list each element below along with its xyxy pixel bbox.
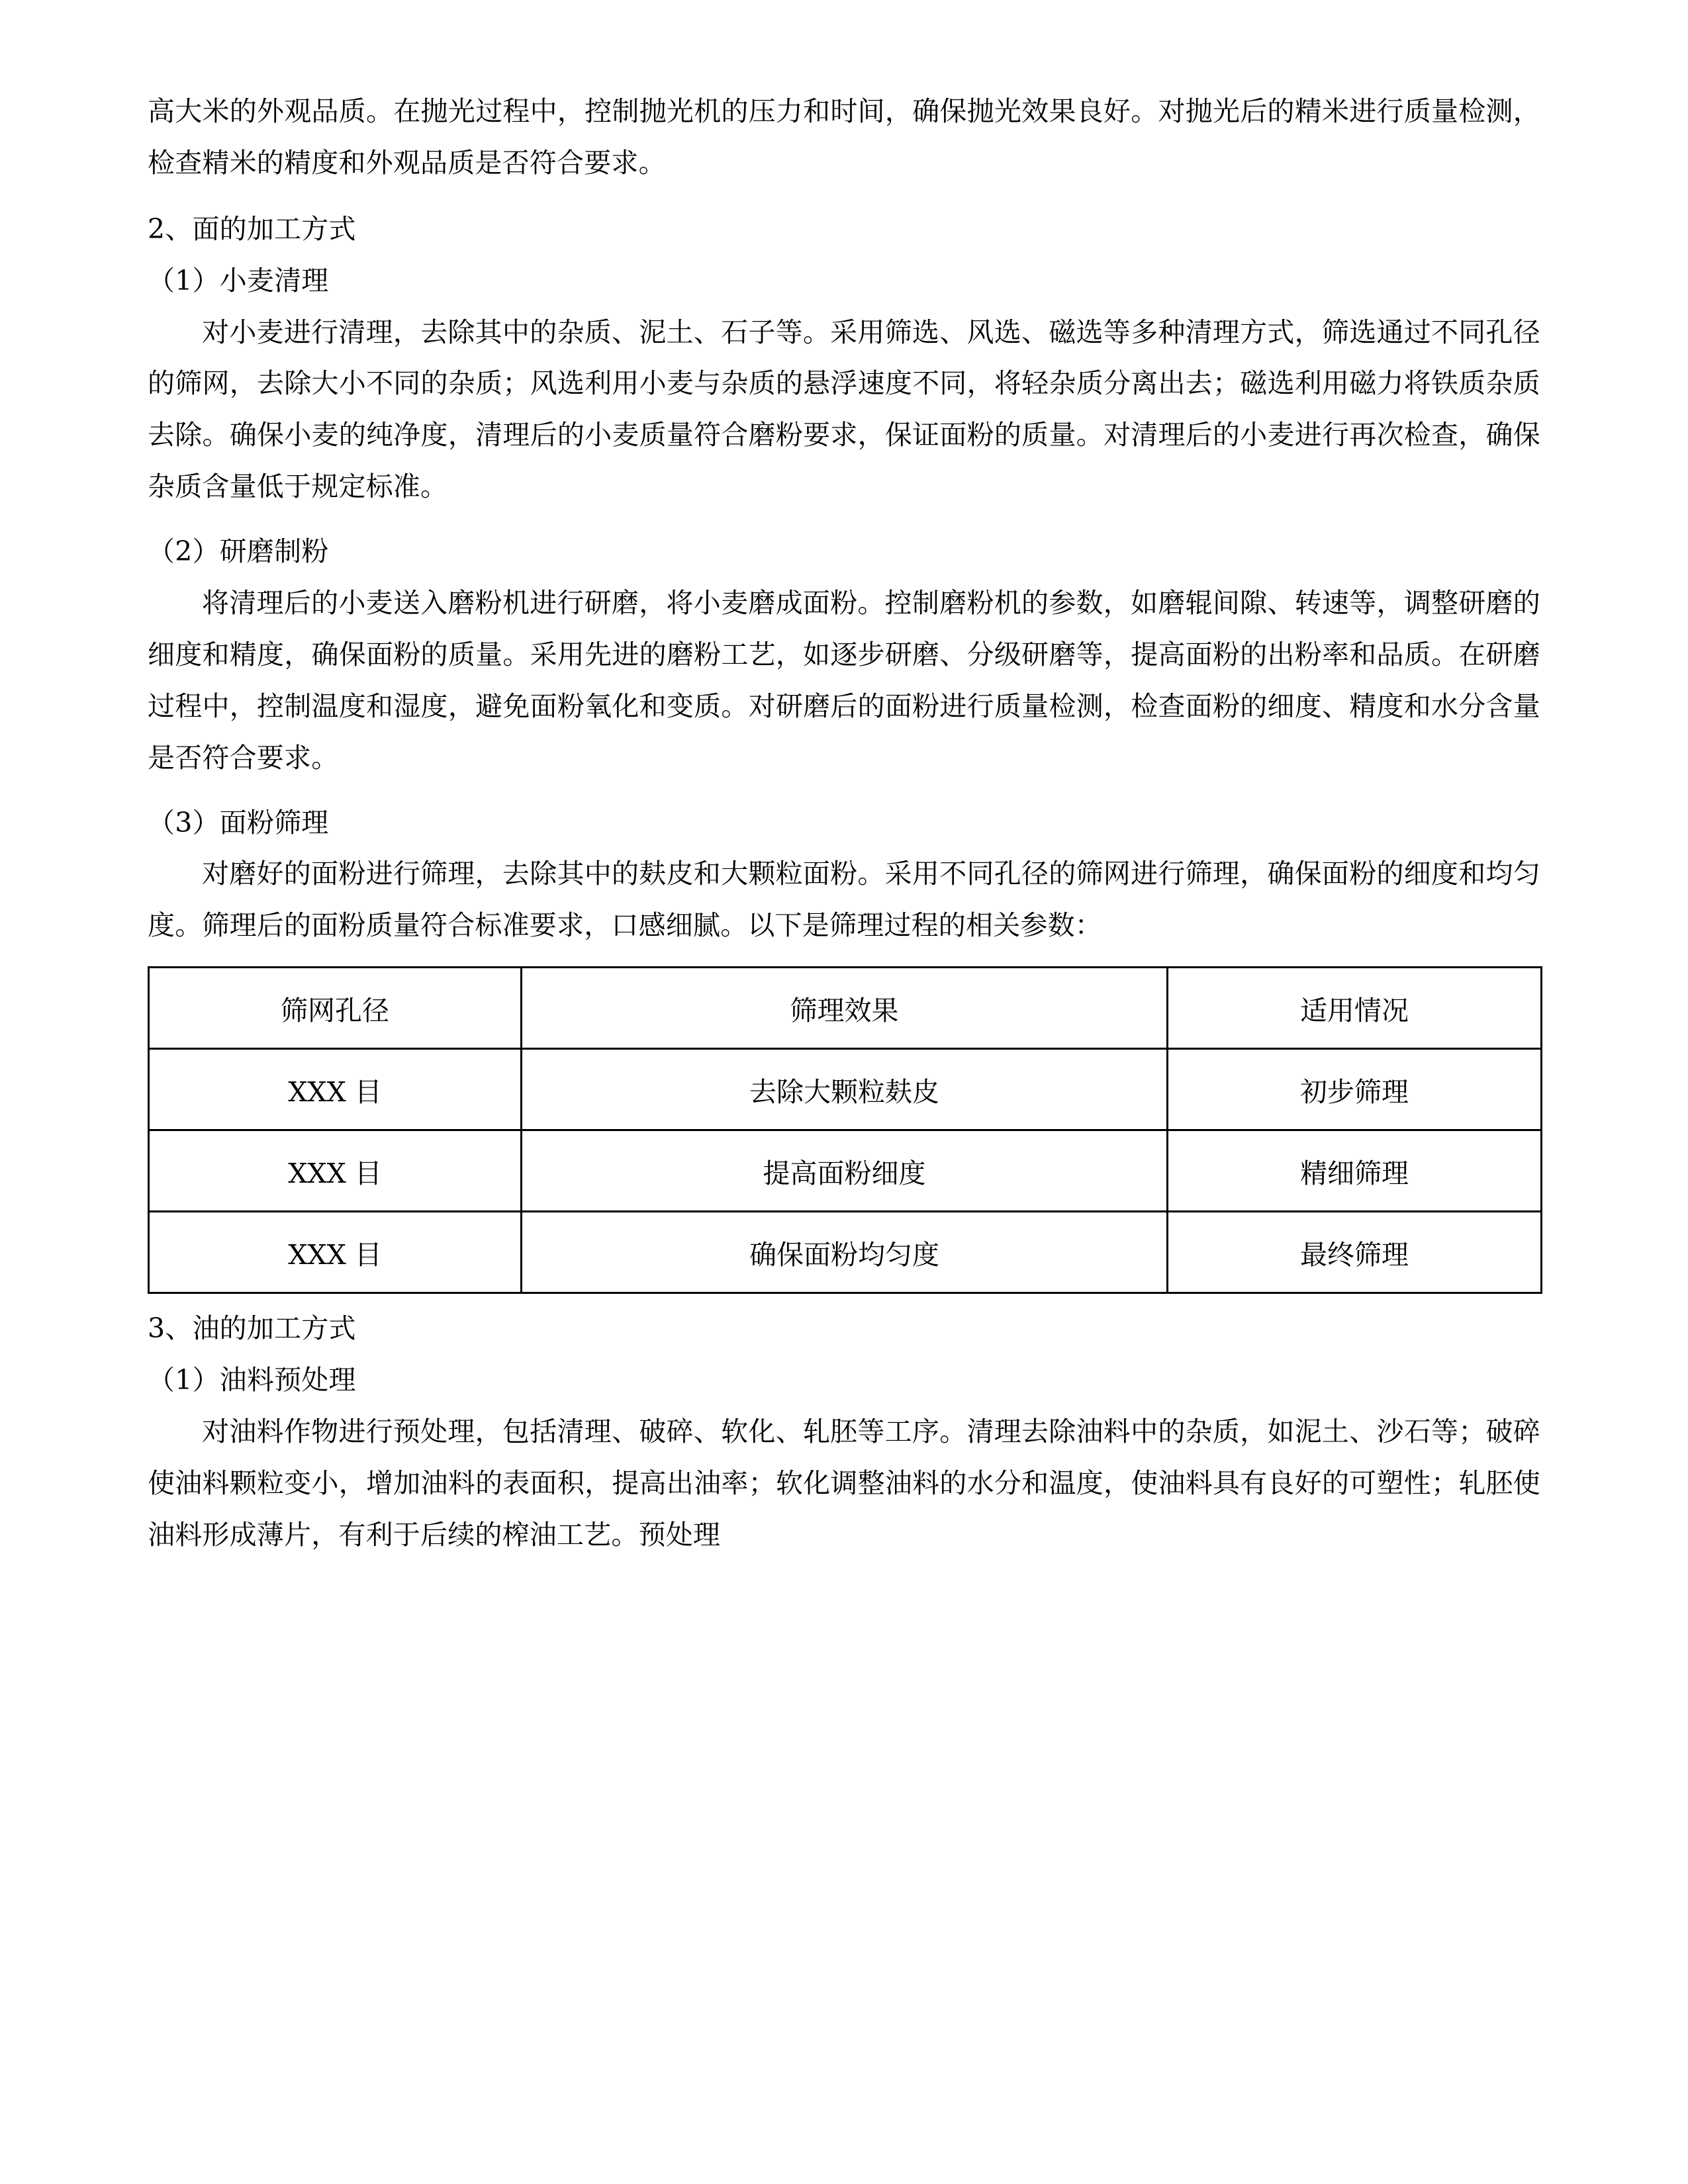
table-cell-sifting-effect: 去除大颗粒麸皮 (522, 1049, 1168, 1130)
table-row (149, 1212, 1542, 1293)
table-header-applicable-situation: 适用情况 (1168, 968, 1542, 1049)
table-row (149, 1049, 1542, 1130)
heading-grinding-milling: （2）研磨制粉 (148, 535, 329, 568)
heading-oil-pretreatment: （1）油料预处理 (148, 1364, 356, 1396)
heading-section-3: 3、油的加工方式 (148, 1312, 356, 1345)
table-cell-mesh-size: XXX 目 (149, 1212, 522, 1293)
spacer (148, 784, 1540, 797)
heading-flour-sifting: （3）面粉筛理 (148, 806, 329, 839)
paragraph-polishing-quality: 高大米的外观品质。在抛光过程中，控制抛光机的压力和时间，确保抛光效果良好。对抛光后的精米进行质量检测，检查精米的精度和外观品质是否符合要求。 (148, 95, 1540, 179)
table-header-mesh-size: 筛网孔径 (149, 968, 522, 1049)
paragraph-grinding-milling: 将清理后的小麦送入磨粉机进行研磨，将小麦磨成面粉。控制磨粉机的参数，如磨辊间隙、转速等，调整研磨的细度和精度，确保面粉的质量。采用先进的磨粉工艺，如逐步研磨、分级研磨等，提高面粉的出粉率和品质。在研磨过程中，控制温度和湿度，避免面粉氧化和变质。对研磨后的面粉进行质量检测，检查面粉的细度、精度和水分含量是否符合要求。 (148, 587, 1540, 774)
paragraph-wheat-cleaning: 对小麦进行清理，去除其中的杂质、泥土、石子等。采用筛选、风选、磁选等多种清理方式，筛选通过不同孔径的筛网，去除大小不同的杂质；风选利用小麦与杂质的悬浮速度不同，将轻杂质分离出去；磁选利用磁力将铁质杂质去除。确保小麦的纯净度，清理后的小麦质量符合磨粉要求，保证面粉的质量。对清理后的小麦进行再次检查，确保杂质含量低于规定标准。 (148, 316, 1540, 503)
heading-section-2: 2、面的加工方式 (148, 212, 356, 245)
table-header-sifting-effect: 筛理效果 (522, 968, 1168, 1049)
table-cell-applicable-situation: 精细筛理 (1168, 1130, 1542, 1212)
spacer (148, 513, 1540, 526)
paragraph-flour-sifting: 对磨好的面粉进行筛理，去除其中的麸皮和大颗粒面粉。采用不同孔径的筛网进行筛理，确保面粉的细度和均匀度。筛理后的面粉质量符合标准要求，口感细腻。以下是筛理过程的相关参数： (148, 858, 1540, 942)
table-row (149, 1130, 1542, 1212)
table-cell-mesh-size: XXX 目 (149, 1130, 522, 1212)
heading-wheat-cleaning: （1）小麦清理 (148, 264, 329, 296)
table-cell-applicable-situation: 初步筛理 (1168, 1049, 1542, 1130)
sifting-parameters-table (148, 966, 1542, 1294)
table-cell-sifting-effect: 确保面粉均匀度 (522, 1212, 1168, 1293)
page-content (148, 86, 1540, 1561)
table-cell-applicable-situation: 最终筛理 (1168, 1212, 1542, 1293)
table-cell-sifting-effect: 提高面粉细度 (522, 1130, 1168, 1212)
spacer (148, 189, 1540, 196)
table-header-row (149, 968, 1542, 1049)
table-cell-mesh-size: XXX 目 (149, 1049, 522, 1130)
paragraph-oil-pretreatment: 对油料作物进行预处理，包括清理、破碎、软化、轧胚等工序。清理去除油料中的杂质，如泥土、沙石等；破碎使油料颗粒变小，增加油料的表面积，提高出油率；软化调整油料的水分和温度，使油料具有良好的可塑性；轧胚使油料形成薄片，有利于后续的榨油工艺。预处理 (148, 1416, 1540, 1551)
